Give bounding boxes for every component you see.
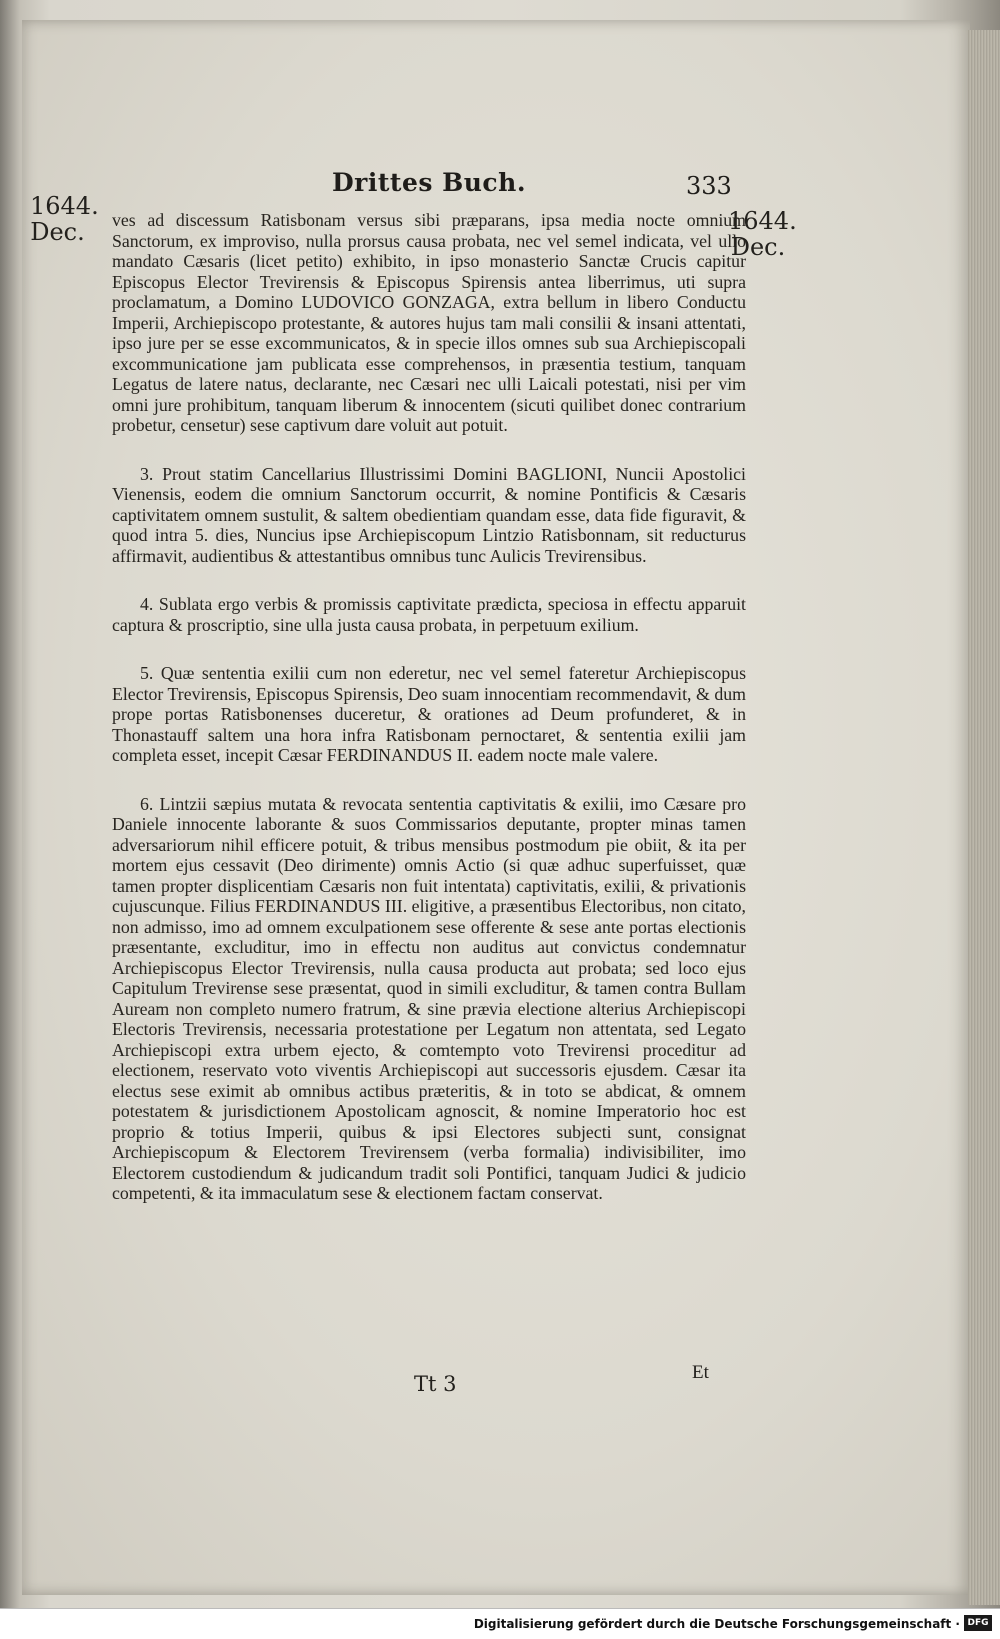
page-edges bbox=[968, 30, 1000, 1605]
body-text bbox=[112, 210, 746, 1232]
paragraph-continuation: ves ad discessum Ratisbonam versus sibi præparans, ipsa media nocte omnium Sanctorum, ex improviso, nulla prorsus causa probata, nec vel semel indicata, vel ullo mandato Cæsaris (licet petito) exhibito, in ipso monasterio Sanctæ Crucis capitur Episcopus Elector Trevirensis & Episcopus Spirensis antea liberrimus, uti supra proclamatum, a Domino LUDOVICO GONZAGA, extra bellum in libero Conductu Imperii, Archiepiscopo protestante, & autores hujus tam mali consilii & insani attentati, ipso jure per se esse excommunicatos, & in specie illos omnes sub sua Archiepiscopali excommunicatione jam publicata esse comprehensos, in præsentia testium, tanquam Legatus de latere natus, declarante, nec Cæsari nec ulli Laicali potestati, nisi per vim omni jure prohibitum, tanquam liberum & innocentem (sicuti quilibet donec contrarium probetur, censetur) sese captivum dare voluit aut potuit. bbox=[112, 210, 746, 435]
page-header bbox=[22, 168, 970, 208]
dfg-logo-icon: DFG bbox=[964, 1615, 992, 1631]
catchword: Et bbox=[692, 1362, 709, 1383]
margin-note-month: Dec. bbox=[730, 233, 786, 261]
running-title: Drittes Buch. bbox=[332, 168, 527, 197]
attribution-text: Digitalisierung gefördert durch die Deutsche Forschungsgemeinschaft · bbox=[473, 1617, 960, 1631]
margin-note-month: Dec. bbox=[30, 218, 85, 246]
paragraph-6: 6. Lintzii sæpius mutata & revocata sententia captivitatis & exilii, imo Cæsare pro Daniele innocente laborante & suos Commissarios deputante, propter minas tamen adversariorum nihil efficere potuit, & tribus mensibus postmodum pie obiit, & ita per mortem ejus cessavit (Deo dirimente) omnis Actio (si quæ adhuc superfuisset, quæ tamen propter displicentiam Cæsaris non fuit intentata) captivitatis, exilii, & privationis cujuscunque. Filius FERDINANDUS III. eligitive, a præsentibus Electoribus, non citato, non admisso, imo ad omnem exculpationem sese offerente & sese ante portas electionis præsentante, excluditur, imo in effectu non auditus aut convictus condemnatur Archiepiscopus Elector Trevirensis, nulla causa producta aut probata; sed loco ejus Capitulum Trevirense sese præsentat, quod in simili excluditur, & tamen contra Bullam Auream non completo numero fratrum, & sine prævia electione alterius Archiepiscopi Electoris Trevirensis, necessaria protestatione per Legatum non attentata, sed Legato Archiepiscopi extra urbem ejecto, & comtempto voto Trevirensi proceditur ad electionem, reservato voto viventis Archiepiscopi aut successoris ejusdem. Cæsar ita electus sese eximit ab omnibus actibus præteritis, & in toto se abdicat, & omnem potestatem & jurisdictionem Apostolicam agnoscit, & nomine Imperatorio hoc est proprio & totius Imperii, quibus & ipsi Electores subjecti sunt, consignat Archiepiscopum & Electorem Trevirensem (verba formalia) indivisibiliter, imo Electorem custodiendum & judicandum tradit soli Pontifici, tanquam Judici & judicio competenti, & ita immaculatum sese & electionem factam conservat. bbox=[112, 793, 746, 1203]
paragraph-4: 4. Sublata ergo verbis & promissis captivitate prædicta, speciosa in effectu apparuit captura & proscriptio, sine ulla justa causa probata, in perpetuum exilium. bbox=[112, 594, 746, 635]
margin-note-year: 1644. bbox=[30, 192, 99, 220]
margin-note-left bbox=[30, 192, 99, 246]
attribution-bar bbox=[0, 1608, 1000, 1639]
page-number: 333 bbox=[686, 172, 732, 200]
book-page bbox=[22, 20, 970, 1595]
margin-note-year: 1644. bbox=[728, 207, 797, 235]
paragraph-5: 5. Quæ sententia exilii cum non ederetur, nec vel semel fateretur Archiepiscopus Elector Trevirensis, Episcopus Spirensis, Deo suam innocentiam recommendavit, & dum prope portas Ratisbonenses duceretur, & orationes ad Deum profunderet, & in Thonastauff saltem una hora infra Ratisbonam pernoctaret, & sententia exilii jam completa esset, incepit Cæsar FERDINANDUS II. eadem nocte male valere. bbox=[112, 663, 746, 765]
paragraph-3: 3. Prout statim Cancellarius Illustrissimi Domini BAGLIONI, Nuncii Apostolici Vienensis, eodem die omnium Sanctorum occurrit, & nomine Pontificis & Cæsaris captivitatem omnem sustulit, & saltem obedientiam quandam esse, data fide figuravit, & quod intra 5. dies, Nuncius ipse Archiepiscopum Lintzio Ratisbonnam, sit reducturus affirmavit, audientibus & attestantibus omnibus tunc Aulicis Trevirensibus. bbox=[112, 463, 746, 566]
signature-mark: Tt 3 bbox=[414, 1372, 457, 1396]
